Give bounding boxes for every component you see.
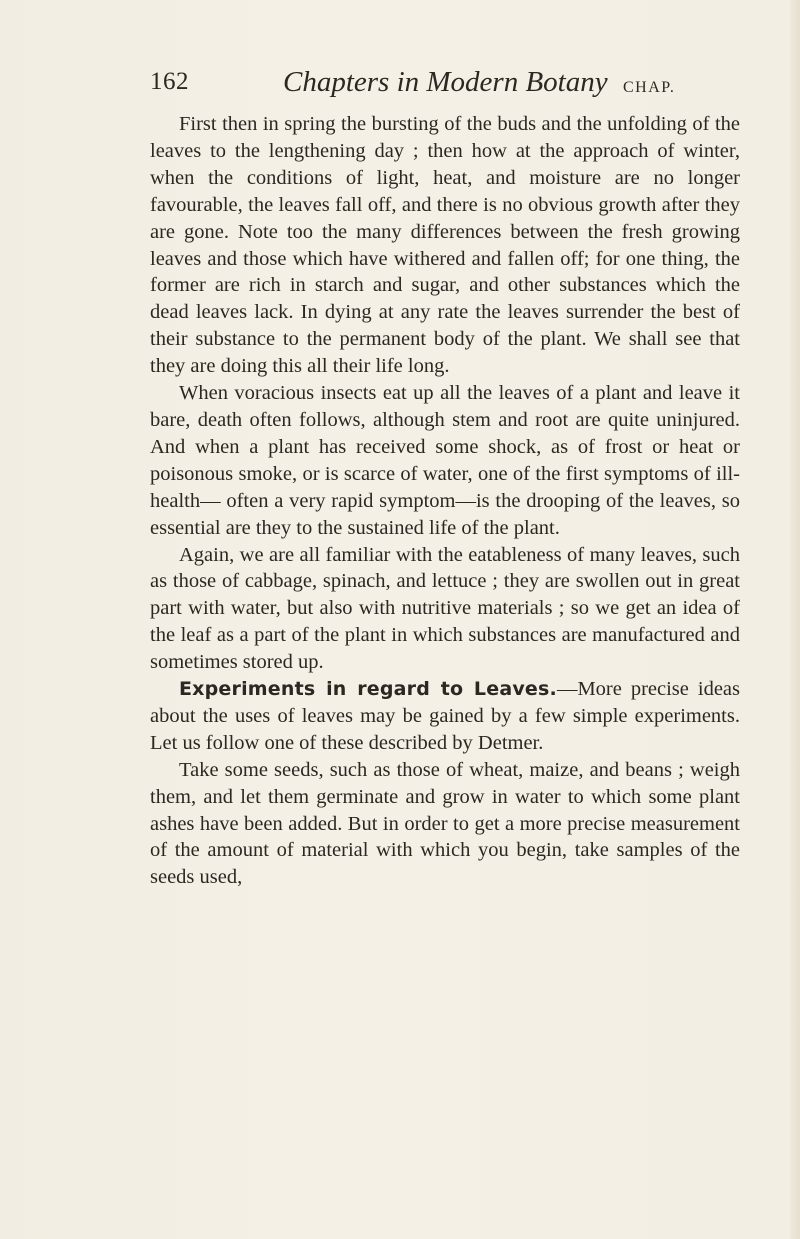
section-paragraph [150,676,740,757]
section-text: —More precise ideas about the uses of leaves may be gained by a few simple experiments. Let us follow one of these described by Detmer. [150,678,740,754]
paragraph: First then in spring the bursting of the buds and the unfolding of the leaves to the lengthening day ; then how at the approach of winter, when the conditions of light, heat, and moisture are no longer favourable, the leaves fall off, and there is no obvious growth after they are gone. Note too the many differences between the fresh growing leaves and those which have withered and fallen off; for one thing, the former are rich in starch and sugar, and other substances which the dead leaves lack. In dying at any rate the leaves surrender the best of their substance to the permanent body of the plant. We shall see that they are doing this all their life long. [150,113,740,378]
body-text [150,111,740,891]
running-title: Chapters in Modern Botany [283,66,608,98]
section-heading: Experiments in regard to Leaves. [179,678,557,701]
paragraph: When voracious insects eat up all the leaves of a plant and leave it bare, death often follows, although stem and root are quite uninjured. And when a plant has received some shock, as of frost or heat or poisonous smoke, or is scarce of water, one of the first symptoms of ill-health— often a very rapid symptom—is the drooping of the leaves, so essential are they to the sustained life of the plant. [150,382,740,539]
running-header [150,66,740,106]
chapter-label: CHAP. [623,79,676,96]
page-edge-shadow [790,0,800,1239]
paragraph: Again, we are all familiar with the eatableness of many leaves, such as those of cabbage, spinach, and lettuce ; they are swollen out in great part with water, but also with nutritive materials ; so we get an idea of the leaf as a part of the plant in which substances are manufactured and sometimes stored up. [150,543,740,674]
paragraph: Take some seeds, such as those of wheat, maize, and beans ; weigh them, and let them germinate and grow in water to which some plant ashes have been added. But in order to get a more precise measurement of the amount of material with which you begin, take samples of the seeds used, [150,758,740,889]
page-number: 162 [150,68,189,95]
